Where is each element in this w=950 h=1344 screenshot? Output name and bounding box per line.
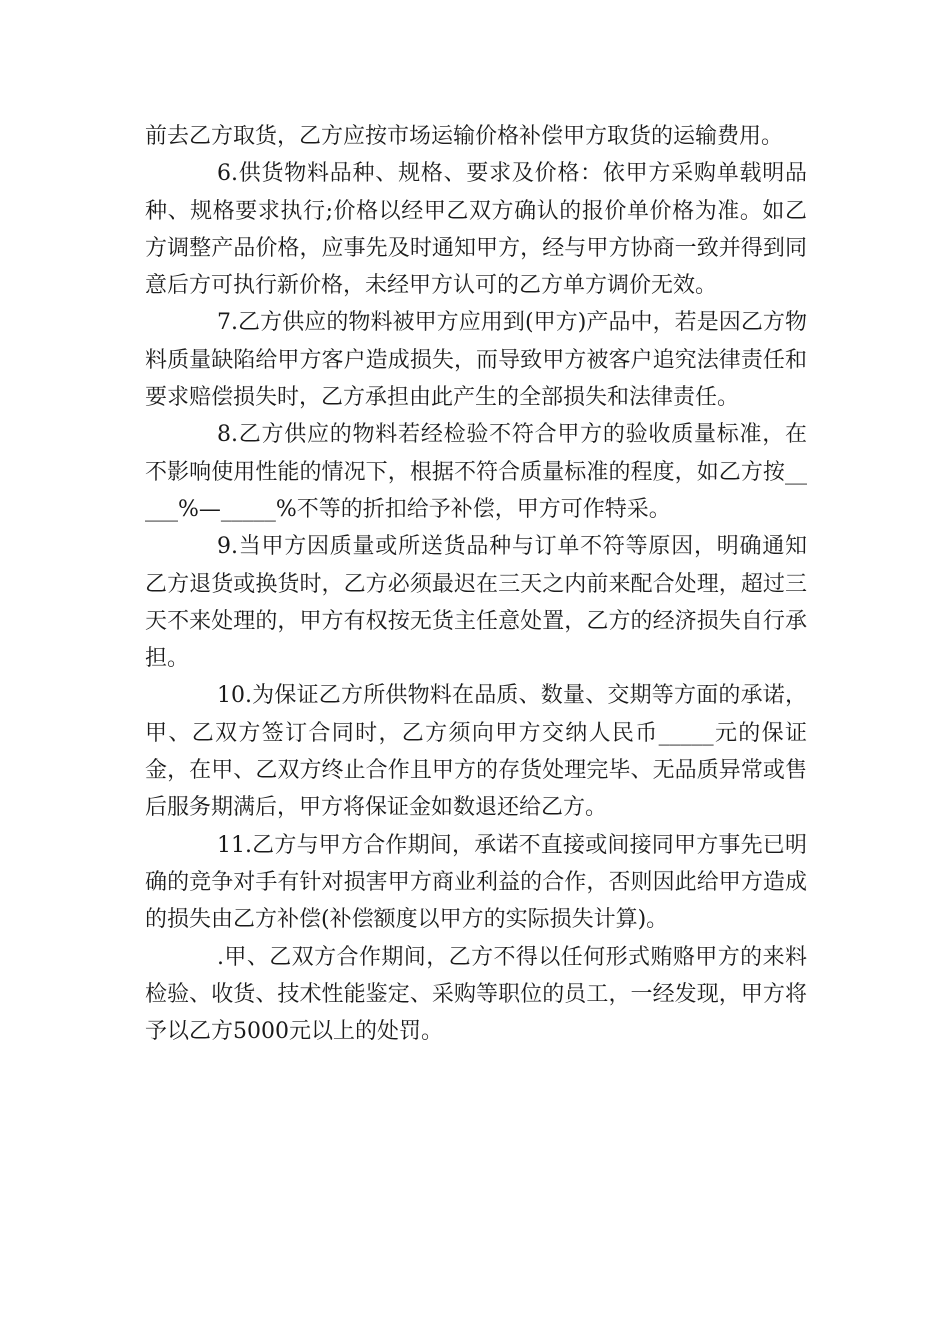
document-body bbox=[145, 118, 807, 1050]
paragraph-transport-cost: 前去乙方取货，乙方应按市场运输价格补偿甲方取货的运输费用。 bbox=[145, 124, 784, 149]
clause-bribery-penalty: .甲、乙双方合作期间，乙方不得以任何形式贿赂甲方的来料检验、收货、技术性能鉴定、采购等职位的员工，一经发现，甲方将予以乙方5000元以上的处罚。 bbox=[145, 944, 807, 1045]
clause-8-discount-compensation: 8.乙方供应的物料若经检验不符合甲方的验收质量标准，在不影响使用性能的情况下，根据不符合质量标准的程度，如乙方按_____%—_____%不等的折扣给予补偿，甲方可作特采。 bbox=[145, 422, 807, 522]
clause-11-competitor: 11.乙方与甲方合作期间，承诺不直接或间接同甲方事先已明确的竞争对手有针对损害甲方商业利益的合作，否则因此给甲方造成的损失由乙方补偿(补偿额度以甲方的实际损失计算)。 bbox=[145, 832, 807, 933]
clause-7-quality-liability: 7.乙方供应的物料被甲方应用到(甲方)产品中，若是因乙方物料质量缺陷给甲方客户造成损失，而导致甲方被客户追究法律责任和要求赔偿损失时，乙方承担由此产生的全部损失和法律责任。 bbox=[145, 310, 807, 411]
clause-9-return-exchange: 9.当甲方因质量或所送货品种与订单不符等原因，明确通知乙方退货或换货时，乙方必须最迟在三天之内前来配合处理，超过三天不来处理的，甲方有权按无货主任意处置，乙方的经济损失自行承担。 bbox=[145, 534, 807, 672]
clause-10-deposit: 10.为保证乙方所供物料在品质、数量、交期等方面的承诺，甲、乙双方签订合同时，乙方须向甲方交纳人民币_____元的保证金，在甲、乙双方终止合作且甲方的存货处理完毕、无品质异常或售后服务期满后，甲方将保证金如数退还给乙方。 bbox=[145, 683, 807, 821]
clause-6-supply-specs-price: 6.供货物料品种、规格、要求及价格：依甲方采购单载明品种、规格要求执行;价格以经甲乙双方确认的报价单价格为准。如乙方调整产品价格，应事先及时通知甲方，经与甲方协商一致并得到同意后方可执行新价格，未经甲方认可的乙方单方调价无效。 bbox=[145, 161, 807, 299]
